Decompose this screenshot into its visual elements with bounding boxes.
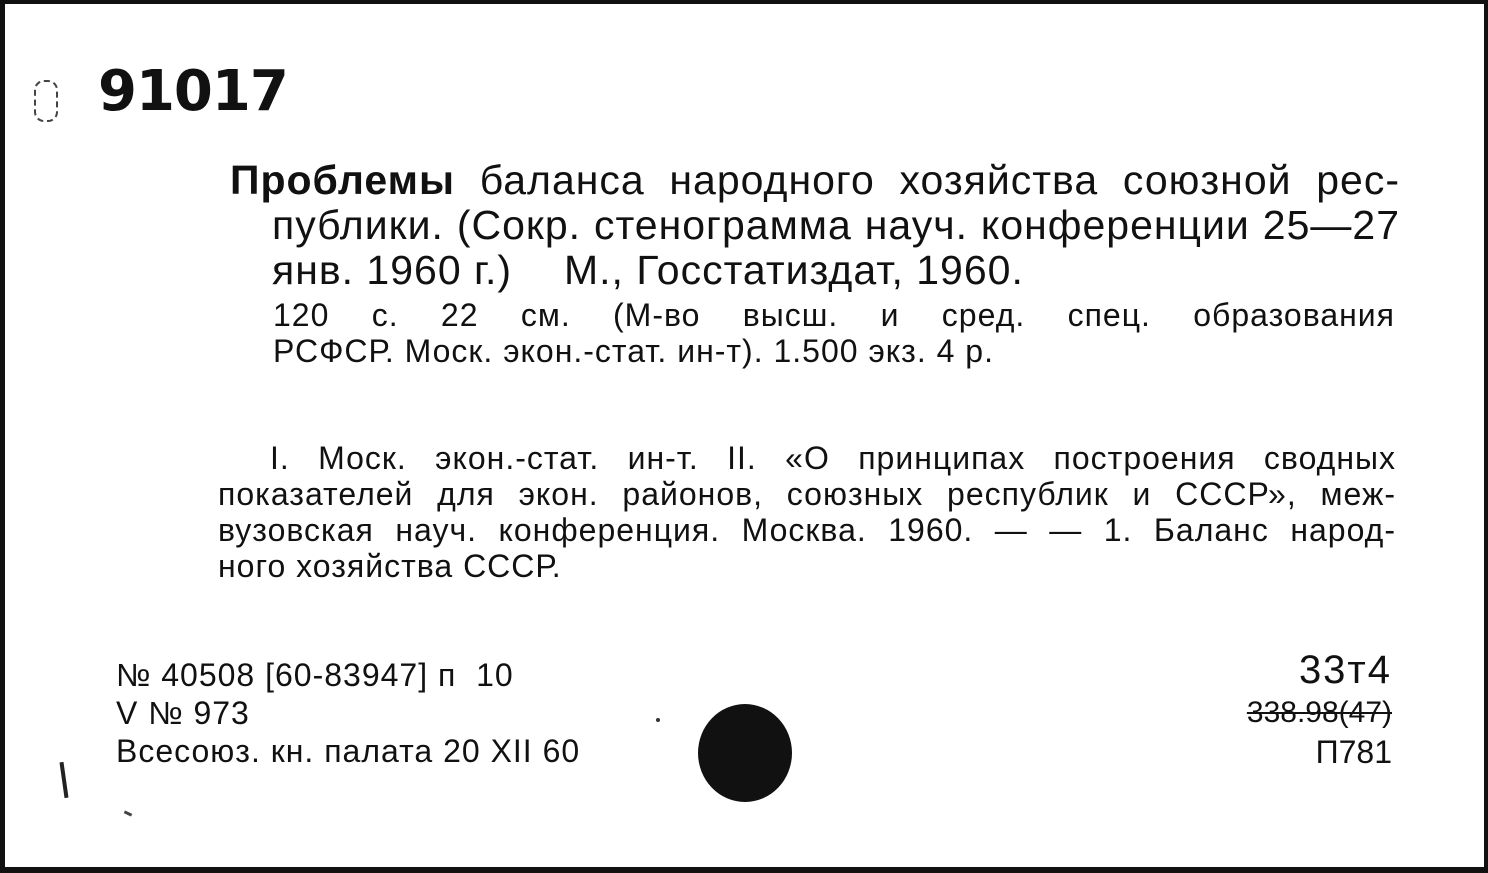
imprint-line-2: РСФСР. Моск. экон.-стат. ин-т). 1.500 экз. 4 р. bbox=[273, 333, 994, 369]
speck-mark-2 bbox=[124, 810, 133, 816]
scan-border-left bbox=[0, 0, 5, 873]
imprint-block bbox=[273, 297, 1395, 369]
scan-border-bottom bbox=[0, 867, 1488, 873]
punch-hole bbox=[698, 704, 792, 802]
registry-block bbox=[116, 656, 580, 770]
subject-line-3: вузовская науч. конференция. Москва. 1960. — — 1. Баланс народ- bbox=[218, 512, 1396, 548]
registry-line-2: V № 973 bbox=[116, 695, 250, 731]
registry-line-3: Всесоюз. кн. палата 20 XII 60 bbox=[116, 733, 581, 769]
classification-code: 338.98(47) bbox=[1246, 696, 1392, 729]
title-line-3 bbox=[230, 248, 1400, 293]
title-line-1-rest: баланса народного хозяйства союзной рес- bbox=[479, 157, 1400, 203]
scan-border-right bbox=[1484, 0, 1488, 873]
scan-border-top bbox=[0, 0, 1488, 4]
imprint-line-1: 120 с. 22 см. (М-во высш. и сред. спец. образования bbox=[273, 297, 1395, 333]
speck-mark bbox=[656, 718, 660, 722]
subject-line-2: показателей для экон. районов, союзных республик и СССР», меж- bbox=[218, 476, 1396, 512]
subject-headings bbox=[218, 440, 1396, 584]
shelf-mark-block bbox=[1247, 650, 1392, 768]
stamp-mark bbox=[34, 80, 58, 122]
title-line-2: публики. (Сокр. стенограмма науч. конференции 25—27 bbox=[272, 202, 1400, 248]
card-number: 91017 bbox=[98, 59, 288, 124]
title-line-1 bbox=[230, 158, 1400, 203]
registry-line-1: № 40508 [60-83947] п 10 bbox=[116, 657, 514, 693]
title-bold-word: Проблемы bbox=[230, 157, 455, 203]
shelf-mark: 33т4 bbox=[1298, 648, 1392, 692]
pencil-mark bbox=[60, 762, 69, 798]
subject-line-1: I. Моск. экон.-стат. ин-т. II. «О принципах построения сводных bbox=[270, 440, 1396, 476]
title-block bbox=[230, 158, 1400, 293]
subject-line-4: ного хозяйства СССР. bbox=[218, 548, 562, 584]
author-code: П781 bbox=[1315, 734, 1392, 770]
title-date: янв. 1960 г.) bbox=[272, 247, 513, 293]
title-publisher: М., Госстатиздат, 1960. bbox=[564, 247, 1024, 293]
